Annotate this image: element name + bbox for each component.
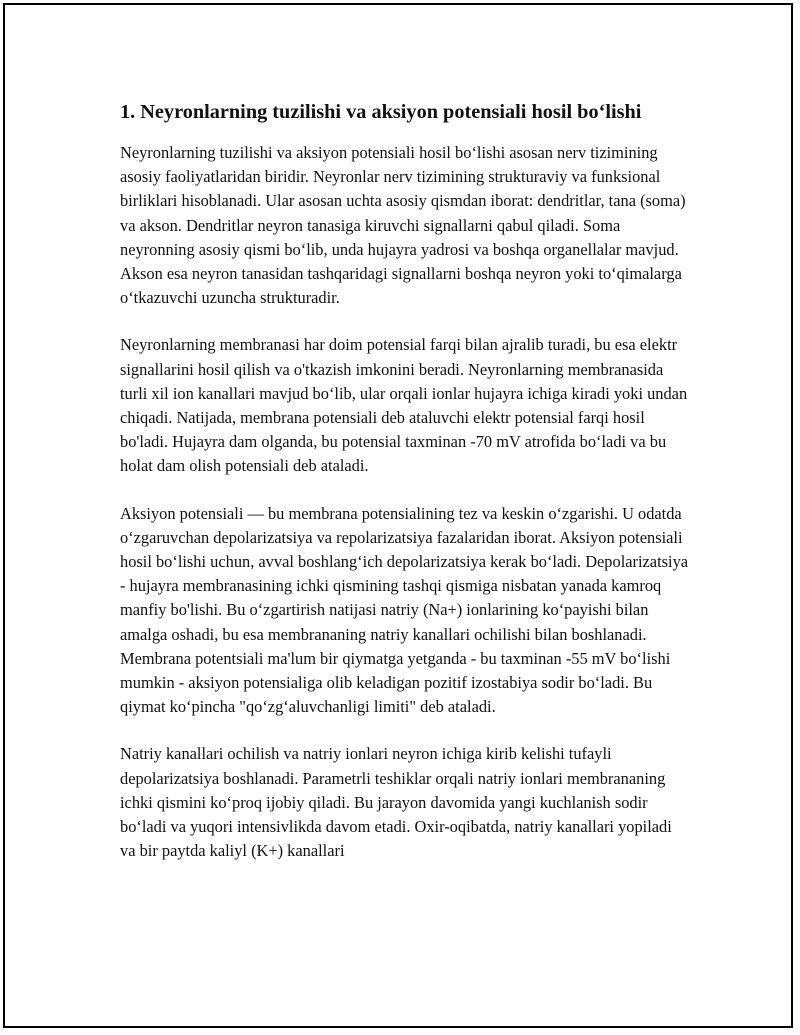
document-page (3, 3, 793, 1028)
document-content (120, 97, 690, 886)
paragraph-action-potential: Aksiyon potensiali — bu membrana potensialining tez va keskin o‘zgarishi. U odatda o‘zgaruvchan depolarizatsiya va repolarizatsiya fazalaridan iborat. Aksiyon potensiali hosil bo‘lishi uchun, avval boshlang‘ich depolarizatsiya kerak bo‘ladi. Depolarizatsiya - hujayra membranasining ichki qismining tashqi qismiga nisbatan yanada kamroq manfiy bo'lishi. Bu o‘zgartirish natijasi natriy (Na+) ionlarining ko‘payishi bilan amalga oshadi, bu esa membrananing natriy kanallari ochilishi bilan boshlanadi. Membrana potentsiali ma'lum bir qiymatga yetganda - bu taxminan -55 mV bo‘lishi mumkin - aksiyon potensialiga olib keladigan pozitif izostabiya sodir bo‘ladi. Bu qiymat ko‘pincha "qo‘zg‘aluvchanligi limiti" deb ataladi. (120, 503, 689, 717)
paragraph-membrane-potential: Neyronlarning membranasi har doim potensial farqi bilan ajralib turadi, bu esa elektr signallarini hosil qilish va o'tkazish imkonini beradi. Neyronlarning membranasida turli xil ion kanallari mavjud bo‘lib, ular orqali ionlar hujayra ichiga kiradi yoki undan chiqadi. Natijada, membrana potensiali deb ataluvchi elektr potensial farqi hosil bo'ladi. Hujayra dam olganda, bu potensial taxminan -70 mV atrofida bo‘ladi va bu holat dam olish potensiali deb ataladi. (120, 335, 688, 476)
section-heading: 1. Neyronlarning tuzilishi va aksiyon potensiali hosil bo‘lishi (120, 101, 642, 123)
paragraph-neuron-structure: Neyronlarning tuzilishi va aksiyon potensiali hosil bo‘lishi asosan nerv tizimining asosiy faoliyatlaridan biridir. Neyronlar nerv tizimining strukturaviy va funksional birliklari hisoblanadi. Ular asosan uchta asosiy qismdan iborat: dendritlar, tana (soma) va akson. Dendritlar neyron tanasiga kiruvchi signallarni qabul qiladi. Soma neyronning asosiy qismi bo‘lib, unda hujayra yadrosi va boshqa organellalar mavjud. Akson esa neyron tanasidan tashqaridagi signallarni boshqa neyron yoki to‘qimalarga o‘tkazuvchi uzuncha strukturadir. (120, 143, 686, 308)
paragraph-depolarization: Natriy kanallari ochilish va natriy ionlari neyron ichiga kirib kelishi tufayli depolarizatsiya boshlanadi. Parametrli teshiklar orqali natriy ionlari membrananing ichki qismini ko‘proq ijobiy qiladi. Bu jarayon davomida yangi kuchlanish sodir bo‘ladi va yuqori intensivlikda davom etadi. Oxir-oqibatda, natriy kanallari yopiladi va bir paytda kaliyl (K+) kanallari (120, 744, 672, 861)
